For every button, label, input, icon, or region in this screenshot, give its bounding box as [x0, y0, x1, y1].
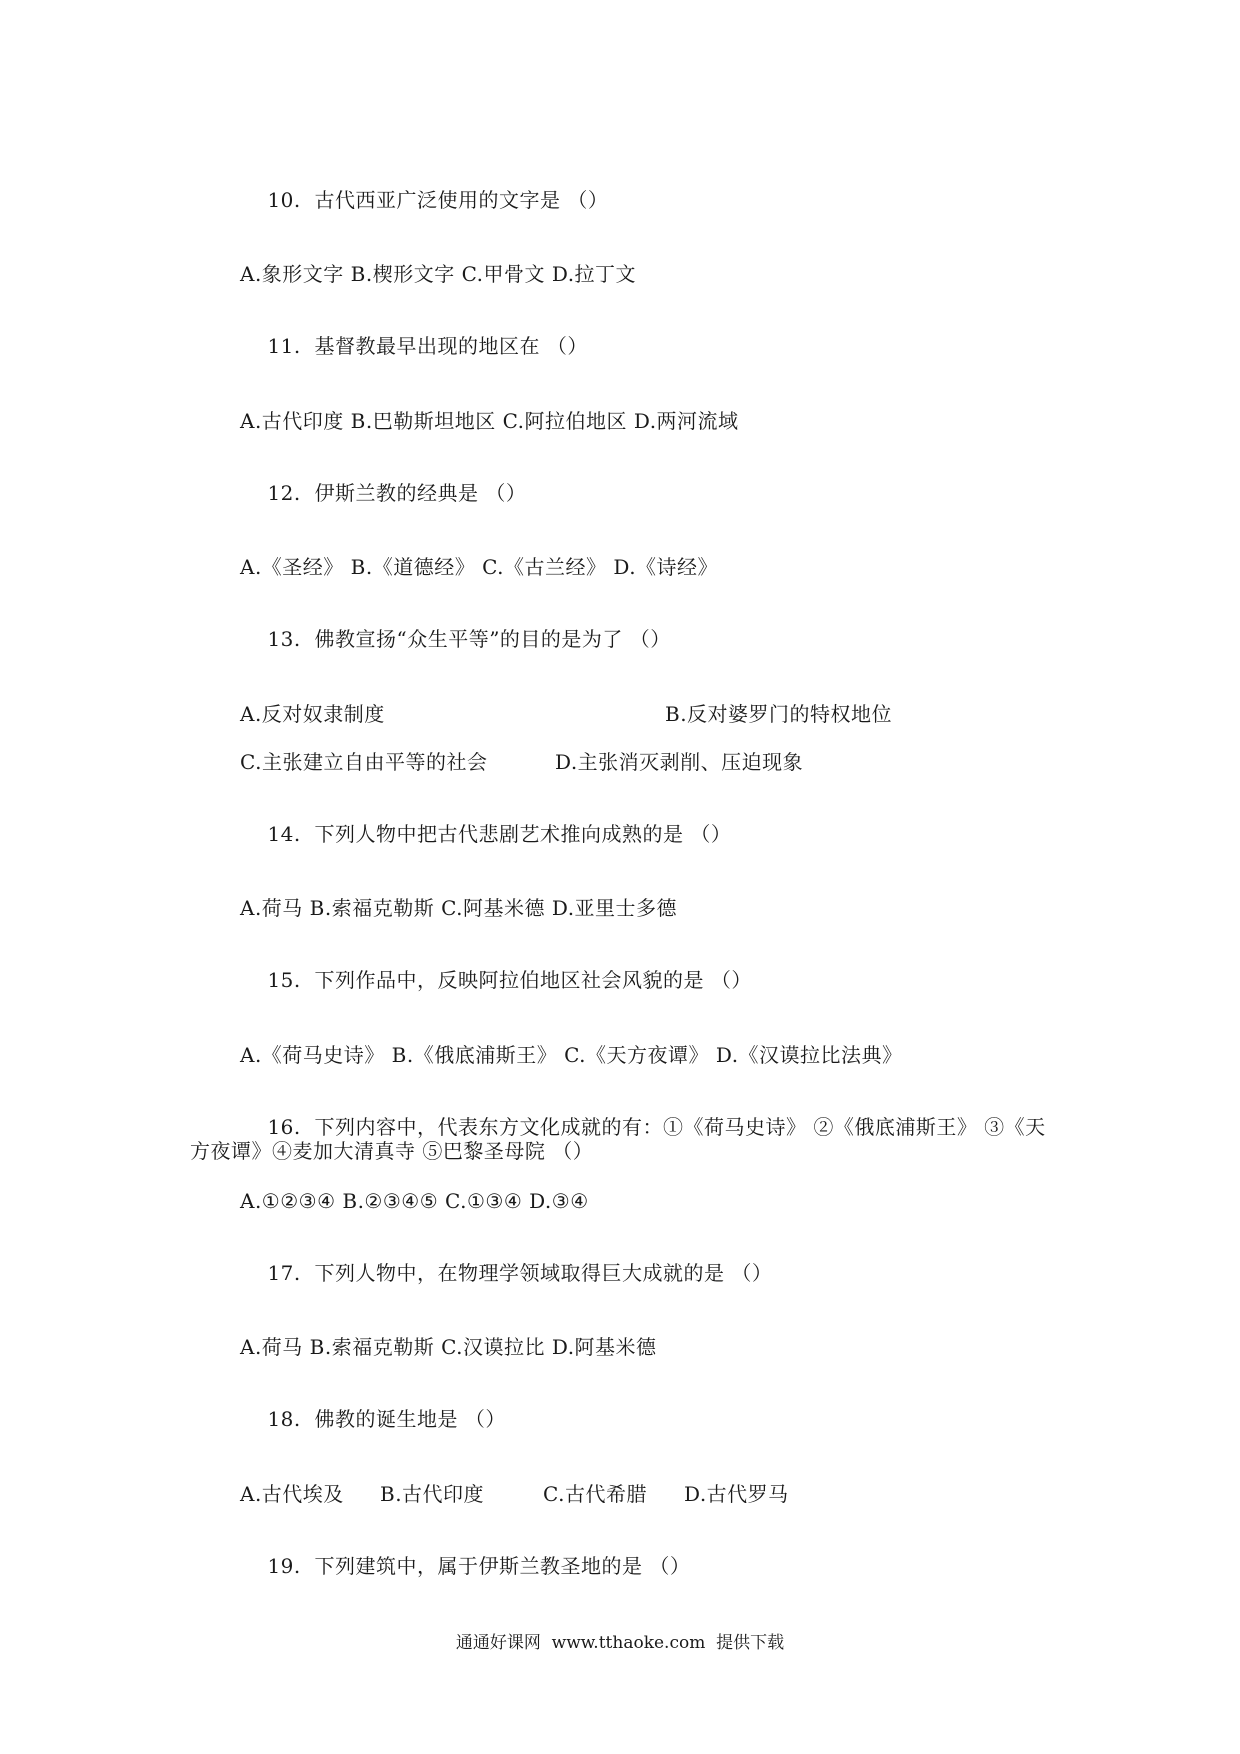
question-number: 14.: [267, 822, 301, 846]
question-number: 13.: [267, 627, 301, 651]
question-stem: 下列建筑中，属于伊斯兰教圣地的是 （）: [314, 1554, 691, 1578]
options-11: A.古代印度 B.巴勒斯坦地区 C.阿拉伯地区 D.两河流域: [240, 409, 739, 433]
question-15: [240, 944, 752, 1016]
question-12: [240, 457, 526, 529]
options-10: A.象形文字 B.楔形文字 C.甲骨文 D.拉丁文: [240, 262, 637, 286]
question-17: [240, 1237, 772, 1309]
options-14: A.荷马 B.索福克勒斯 C.阿基米德 D.亚里士多德: [240, 896, 678, 920]
option-18-a: A.古代埃及: [240, 1482, 344, 1506]
option-13-a: A.反对奴隶制度: [240, 702, 385, 726]
question-14: [240, 798, 731, 870]
question-10: [240, 164, 608, 236]
options-16: A.①②③④ B.②③④⑤ C.①③④ D.③④: [240, 1189, 589, 1213]
options-12: A.《圣经》 B.《道德经》 C.《古兰经》 D.《诗经》: [240, 555, 719, 579]
question-number: 19.: [267, 1554, 301, 1578]
question-number: 18.: [267, 1407, 301, 1431]
question-number: 16.: [267, 1115, 301, 1139]
question-stem: 基督教最早出现的地区在 （）: [314, 334, 588, 358]
question-stem: 下列人物中把古代悲剧艺术推向成熟的是 （）: [314, 822, 732, 846]
question-16-continued: 方夜谭》④麦加大清真寺 ⑤巴黎圣母院 （）: [190, 1139, 594, 1163]
option-13-c: C.主张建立自由平等的社会: [240, 750, 488, 774]
option-18-c: C.古代希腊: [543, 1482, 647, 1506]
question-stem: 下列作品中，反映阿拉伯地区社会风貌的是 （）: [314, 968, 752, 992]
option-18-d: D.古代罗马: [684, 1482, 789, 1506]
option-18-b: B.古代印度: [380, 1482, 485, 1506]
question-18: [240, 1383, 506, 1455]
options-17: A.荷马 B.索福克勒斯 C.汉谟拉比 D.阿基米德: [240, 1335, 657, 1359]
question-stem: 佛教宣扬“众生平等”的目的是为了 （）: [314, 627, 671, 651]
question-number: 10.: [267, 188, 301, 212]
page-footer: 通通好课网 www.tthaoke.com 提供下载: [455, 1633, 785, 1653]
question-stem: 佛教的诞生地是 （）: [314, 1407, 506, 1431]
question-number: 15.: [267, 968, 301, 992]
question-13: [240, 603, 671, 675]
question-stem: 下列内容中，代表东方文化成就的有：①《荷马史诗》 ②《俄底浦斯王》 ③《天: [314, 1115, 1046, 1139]
option-13-b: B.反对婆罗门的特权地位: [665, 702, 893, 726]
question-number: 11.: [267, 334, 301, 358]
question-stem: 古代西亚广泛使用的文字是 （）: [314, 188, 609, 212]
options-15: A.《荷马史诗》 B.《俄底浦斯王》 C.《天方夜谭》 D.《汉谟拉比法典》: [240, 1043, 903, 1067]
question-11: [240, 310, 588, 382]
question-number: 17.: [267, 1261, 301, 1285]
question-19: [240, 1530, 690, 1602]
question-number: 12.: [267, 481, 301, 505]
question-stem: 下列人物中，在物理学领域取得巨大成就的是 （）: [314, 1261, 773, 1285]
option-13-d: D.主张消灭剥削、压迫现象: [555, 750, 804, 774]
question-stem: 伊斯兰教的经典是 （）: [314, 481, 527, 505]
